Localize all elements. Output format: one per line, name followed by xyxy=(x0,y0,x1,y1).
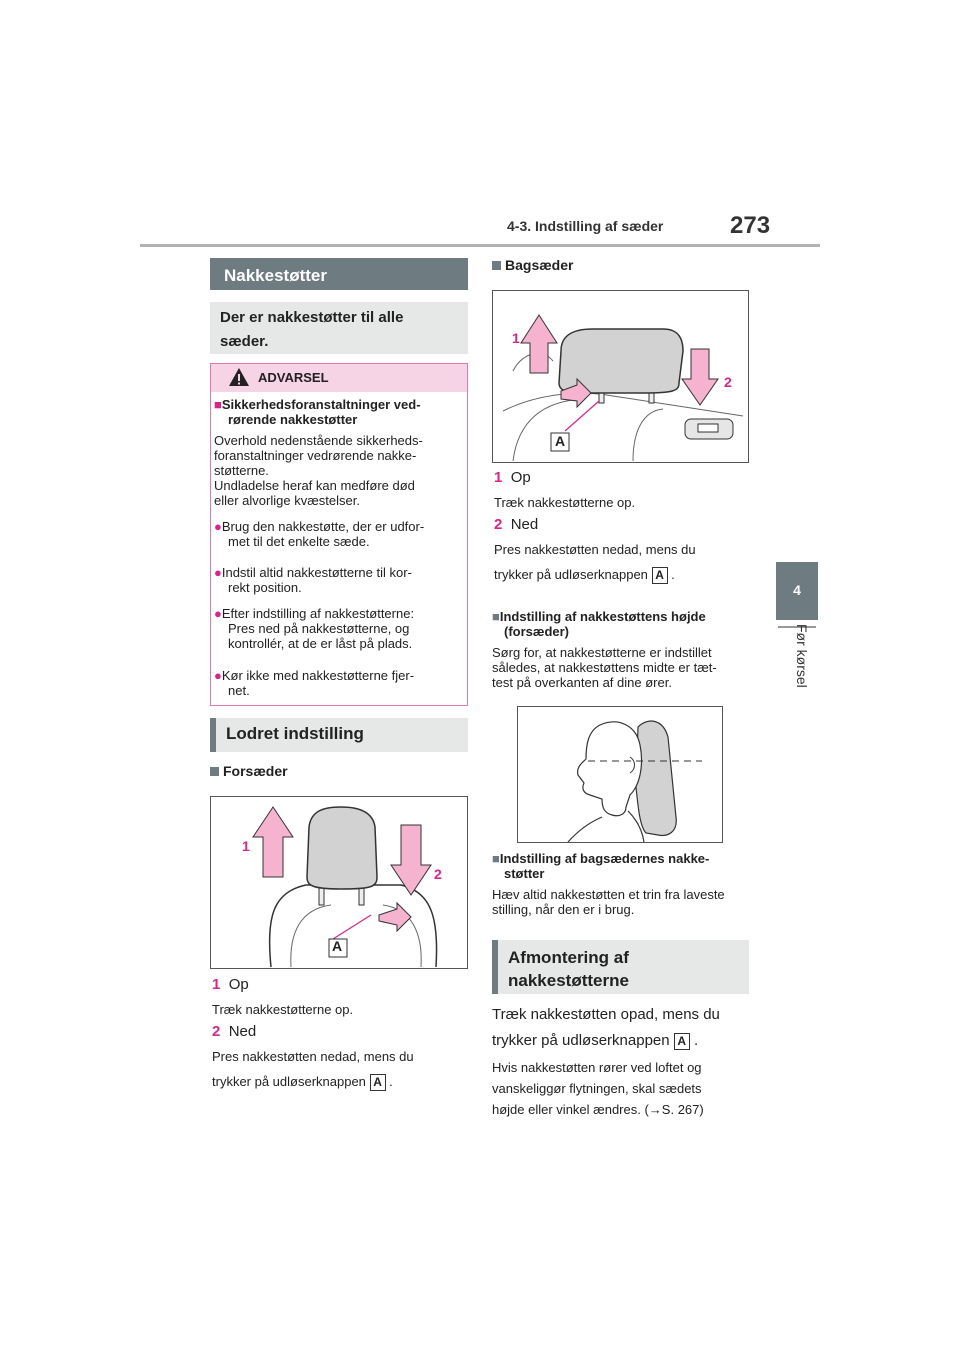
rear-step-2-title: 2 Ned xyxy=(494,516,539,533)
release-button-a-label: A xyxy=(370,1074,386,1091)
rear-step-2-text-line-2: trykker på udløserknappen A . xyxy=(494,567,675,583)
intro-line-1: Der er nakkestøtter til alle xyxy=(220,309,404,326)
dot-bullet-icon: ● xyxy=(214,519,222,534)
subheading-front-seats: Forsæder xyxy=(210,763,288,780)
head-position-figure xyxy=(517,706,723,843)
square-bullet-icon: ■ xyxy=(492,851,500,866)
removal-text-line-1: Træk nakkestøtten opad, mens du xyxy=(492,1006,720,1023)
rear-headrest-illustration xyxy=(493,291,748,462)
chapter-tab-number: 4 xyxy=(793,582,801,598)
arrow-right-icon: → xyxy=(648,1102,662,1117)
rear-fig-label-2: 2 xyxy=(724,374,732,390)
dot-bullet-icon: ● xyxy=(214,565,222,580)
section-title-bar xyxy=(210,258,468,290)
square-bullet-icon: ■ xyxy=(492,609,500,624)
head-position-illustration xyxy=(518,707,722,842)
page-number: 273 xyxy=(730,212,771,239)
warning-bullet-1: ●Brug den nakkestøtte, der er udfor- met til det enkelte sæde. xyxy=(214,519,425,549)
warning-title: ADVARSEL xyxy=(258,370,329,385)
removal-note: Hvis nakkestøtten rører ved loftet og vanskeliggør flytningen, skal sædets højde eller vinkel ændres. (→S. 267) xyxy=(492,1060,704,1117)
subheading-rear-headrests: ■Indstilling af bagsædernes nakke- støtter xyxy=(492,851,710,881)
height-front-text: Sørg for, at nakkestøtterne er indstillet således, at nakkestøttens midte er tæt- test på overkanten af dine ører. xyxy=(492,645,717,690)
release-button-a-label: A xyxy=(652,567,668,584)
rear-headrest-figure xyxy=(492,290,749,463)
subheading-height-front: ■Indstilling af nakkestøttens højde (forsæder) xyxy=(492,609,706,639)
rear-fig-label-a: A xyxy=(554,433,566,449)
front-fig-label-1: 1 xyxy=(242,838,250,854)
square-bullet-icon xyxy=(492,261,501,270)
rear-headrests-text: Hæv altid nakkestøtten et trin fra laveste stilling, når den er i brug. xyxy=(492,887,725,917)
warning-triangle-icon xyxy=(228,367,250,387)
heading-removal: Afmontering af nakkestøtterne xyxy=(492,940,749,994)
removal-text-line-2: trykker på udløserknappen A . xyxy=(492,1032,699,1049)
dot-bullet-icon: ● xyxy=(214,668,222,683)
chapter-tab-label: Før kørsel xyxy=(794,624,810,688)
dot-bullet-icon: ● xyxy=(214,606,222,621)
front-step-2-text-line-1: Pres nakkestøtten nedad, mens du xyxy=(212,1049,414,1064)
warning-bullet-4: ●Kør ikke med nakkestøtterne fjer- net. xyxy=(214,668,415,698)
front-step-1-text: Træk nakkestøtterne op. xyxy=(212,1002,354,1017)
intro-box xyxy=(210,302,468,354)
front-step-1-title: 1 Op xyxy=(212,976,249,993)
release-button-a-label: A xyxy=(674,1033,690,1050)
intro-line-2: sæder. xyxy=(220,333,269,350)
warning-bullet-3: ●Efter indstilling af nakkestøtterne: Pres ned på nakkestøtterne, og kontrollér, at de er låst på plads. xyxy=(214,606,415,651)
front-fig-label-2: 2 xyxy=(434,866,442,882)
rear-step-1-text: Træk nakkestøtterne op. xyxy=(494,495,636,510)
rear-step-1-title: 1 Op xyxy=(494,469,531,486)
section-title: Nakkestøtter xyxy=(224,266,327,285)
warning-body: Overhold nedenstående sikkerheds- foranstaltninger vedrørende nakke- støtterne. Undladelse heraf kan medføre død eller alvorlige kvæstelser. xyxy=(214,433,423,508)
front-step-2-title: 2 Ned xyxy=(212,1023,257,1040)
page-reference-link[interactable]: S. 267) xyxy=(661,1102,704,1117)
rear-fig-label-1: 1 xyxy=(512,330,520,346)
front-step-2-text-line-2: trykker på udløserknappen A . xyxy=(212,1074,393,1090)
heading-vertical-adjustment: Lodret indstilling xyxy=(210,718,468,752)
warning-bullet-2: ●Indstil altid nakkestøtterne til kor- rekt position. xyxy=(214,565,412,595)
square-bullet-icon: ■ xyxy=(214,397,222,412)
subheading-rear-seats: Bagsæder xyxy=(492,257,573,274)
warning-subtitle: ■Sikkerhedsforanstaltninger ved- rørende nakkestøtter xyxy=(214,397,421,427)
header-divider xyxy=(140,244,820,247)
chapter-title: 4-3. Indstilling af sæder xyxy=(507,218,664,234)
front-fig-label-a: A xyxy=(331,938,343,954)
square-bullet-icon xyxy=(210,767,219,776)
rear-step-2-text-line-1: Pres nakkestøtten nedad, mens du xyxy=(494,542,696,557)
